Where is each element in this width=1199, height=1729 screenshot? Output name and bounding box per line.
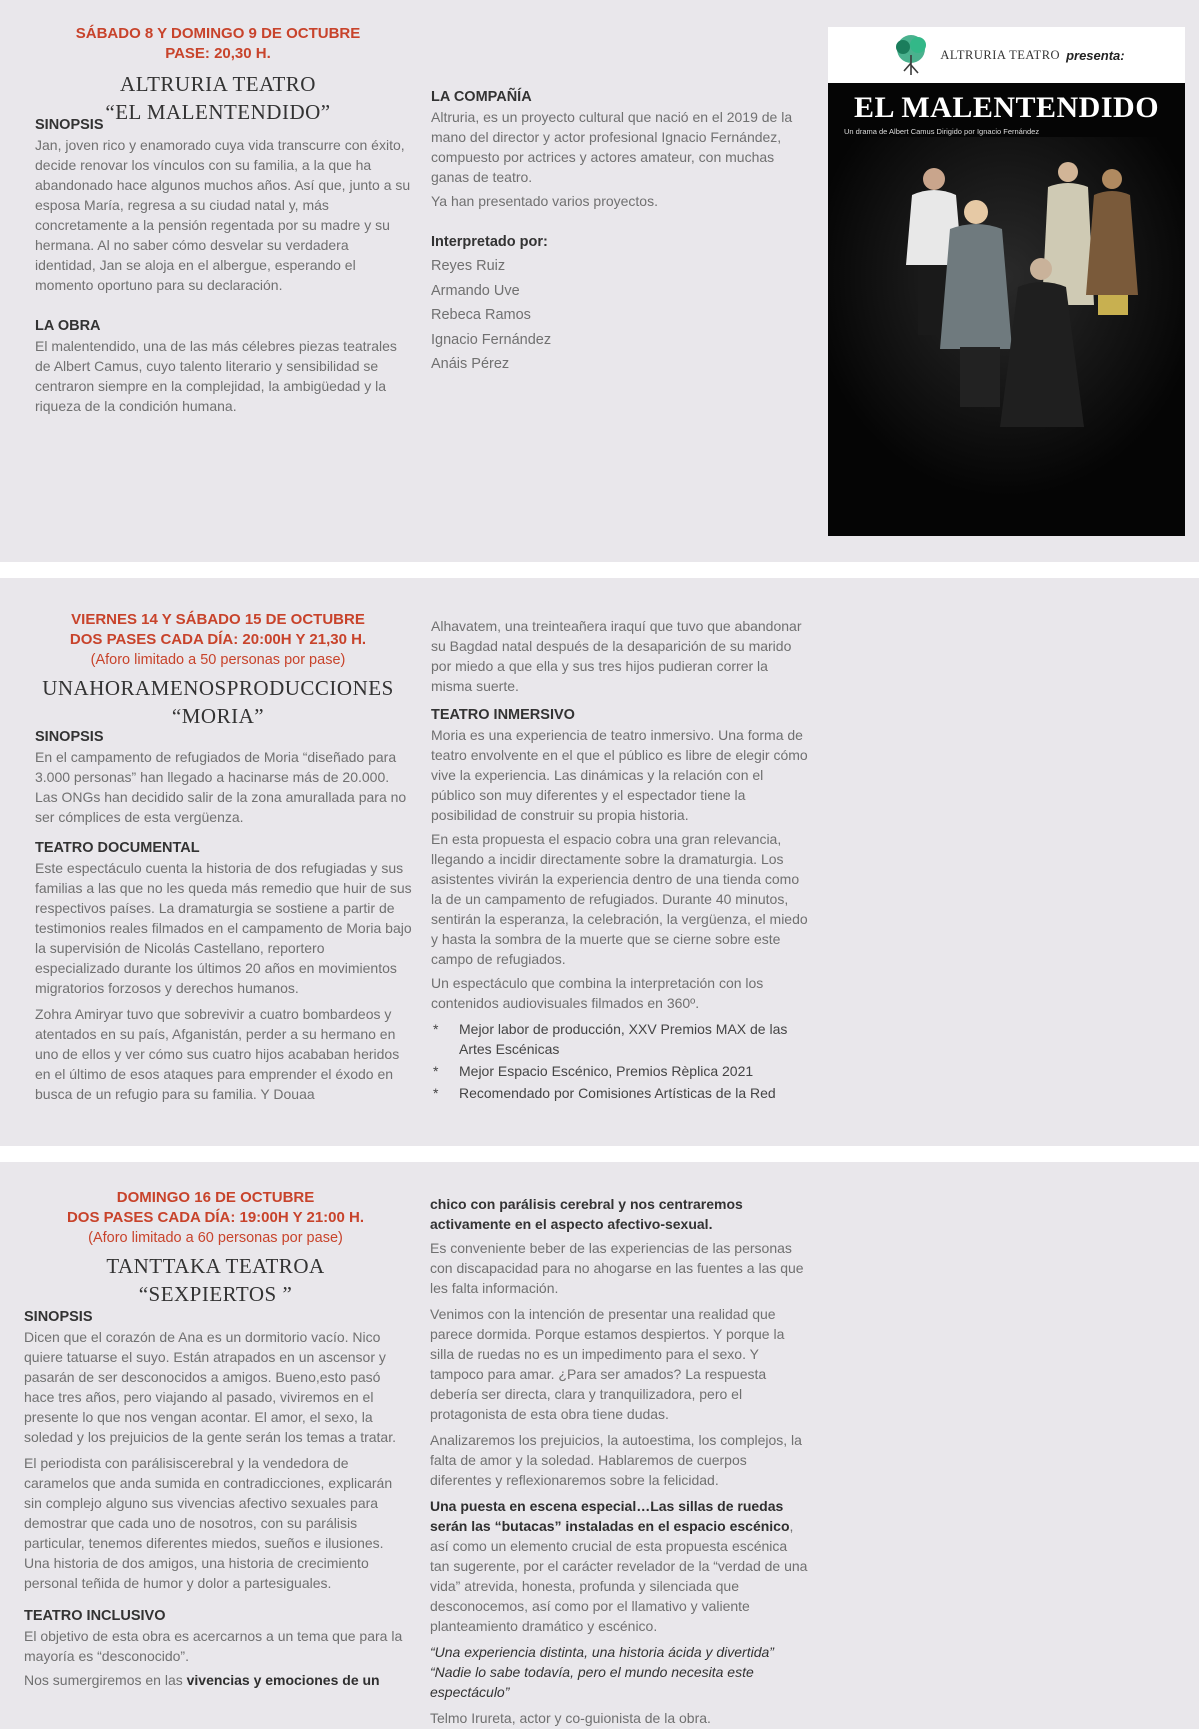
- event-date: DOMINGO 16 DE OCTUBRE: [116, 1189, 315, 1206]
- poster-header: [828, 27, 1185, 83]
- sinopsis-heading: SINOPSIS: [24, 1309, 93, 1325]
- sinopsis-heading: SINOPSIS: [35, 117, 104, 133]
- event-column-1: [34, 24, 402, 126]
- company-name: ALTRURIA TEATRO: [120, 72, 316, 96]
- cast-photo-icon: [828, 137, 1185, 536]
- event-time: DOS PASES CADA DÍA: 19:00H Y 21:00 H.: [66, 1209, 365, 1226]
- obra-heading: LA OBRA: [35, 318, 101, 334]
- inclusivo-continuation: [430, 1194, 808, 1728]
- poster-subtitle: Un drama de Albert Camus Dirigido por Ignacio Fernández: [844, 127, 1040, 136]
- inmersivo-text-3: Un espectáculo que combina la interpretación con los contenidos audiovisuales filmados en 360º.: [431, 975, 764, 1011]
- inclusivo-text: El objetivo de esta obra es acercarnos a un tema que para la mayoría es “desconocido”.: [24, 1628, 403, 1664]
- sinopsis-text: Dicen que el corazón de Ana es un dormitorio vacío. Nico quiere tatuarse el suyo. Están atrapados en un ascensor y pasarán de ser desconocidos a amigos. Bueno,esto pasó hace tres años, pero viajando al pasado, viviremos en el presente lo que nos vengan acontar. El amor, el sexo, la soledad y los prejuicios de la gente serán los temas a tratar.: [24, 1329, 396, 1445]
- event-column-1: [24, 1188, 407, 1308]
- poster-presenta: presenta:: [1066, 47, 1125, 63]
- award-item: * Mejor Espacio Escénico, Premios Rèplica 2021: [431, 1061, 809, 1081]
- sinopsis-text: En el campamento de refugiados de Moria “diseñado para 3.000 personas” han llegado a hacinarse más de 20.000. Las ONGs han decidido salir de la zona amurallada para no ser cómplices de esta vergüenza.: [35, 749, 407, 825]
- event-time: PASE: 20,30 H.: [165, 45, 271, 62]
- compania-text: Altruria, es un proyecto cultural que nació en el 2019 de la mano del director y actor profesional Ignacio Fernández, compuesto por actrices y actores amateur, con muchas ganas de teatro.: [431, 109, 793, 185]
- paragraph-2: Venimos con la intención de presentar una realidad que parece dormida. Porque estamos despiertos. Y porque la silla de ruedas no es un impedimento para el sexo. Y tampoco para amar. ¿Para ser amados? La respuesta debería ser directa, clara y tranquilizadora, pero el protagonista de esta obra tiene dudas.: [430, 1306, 785, 1422]
- documental-heading: TEATRO DOCUMENTAL: [35, 840, 200, 856]
- sinopsis-block: [24, 1308, 410, 1690]
- awards-list: [431, 1019, 809, 1103]
- sinopsis-block: [35, 728, 412, 1104]
- cast-member: Rebeca Ramos: [431, 307, 531, 323]
- award-item: * Recomendado por Comisiones Artísticas de la Red: [431, 1083, 809, 1103]
- inmersivo-block: [431, 616, 809, 1105]
- poster-el-malentendido: [828, 27, 1185, 536]
- cast-member: Anáis Pérez: [431, 356, 510, 372]
- play-title: “SEXPIERTOS ”: [138, 1282, 293, 1306]
- compania-heading: LA COMPAÑÍA: [431, 89, 532, 105]
- company-block: [431, 88, 808, 377]
- sinopsis-text: Jan, joven rico y enamorado cuya vida transcurre con éxito, decide renovar los vínculos con su familia, a la que ha abandonado hace algunos muchos años. Así que, junto a su esposa María, regresa a su ciudad natal y, más concretamente a la pensión regentada por su madre y su hermana. Al no saber cómo desvelar su verdadera identidad, Jan se aloja en el albergue, esperando el momento oportuno para su declaración.: [35, 137, 411, 293]
- event-date: VIERNES 14 Y SÁBADO 15 DE OCTUBRE: [71, 611, 365, 628]
- company-name: UNAHORAMENOSPRODUCCIONES: [42, 676, 394, 700]
- documental-text-2: Zohra Amiryar tuvo que sobrevivir a cuatro bombardeos y atentados en su país, Afganistán, perder a su hermano en uno de ellos y ver cómo sus cuatro hijos acababan heridos en el último de esos ataques para emprender el éxodo en busca de un refugio para su familia. Y Douaa: [35, 1006, 400, 1102]
- quote-author: Telmo Irureta, actor y co-guionista de la obra.: [430, 1710, 711, 1726]
- poster-brand: ALTRURIA TEATRO: [940, 47, 1061, 62]
- play-title: “EL MALENTENDIDO”: [105, 100, 331, 124]
- sinopsis-heading: SINOPSIS: [35, 729, 104, 745]
- cast-member: Ignacio Fernández: [431, 331, 552, 348]
- obra-text: El malentendido, una de las más célebres piezas teatrales de Albert Camus, cuyo talento literario y sensibilidad se centraron siempre en la complejidad, la ambigüedad y la riqueza de la condición humana.: [35, 338, 397, 414]
- sinopsis-block: [35, 116, 411, 416]
- inmersivo-heading: TEATRO INMERSIVO: [431, 707, 575, 723]
- inclusivo-heading: TEATRO INCLUSIVO: [24, 1608, 166, 1624]
- cast-heading: Interpretado por:: [431, 234, 548, 250]
- award-item: * Mejor labor de producción, XXV Premios MAX de las Artes Escénicas: [431, 1019, 809, 1059]
- inclusivo-text-2: Nos sumergiremos en las vivencias y emociones de un: [24, 1672, 380, 1688]
- quote-1: “Una experiencia distinta, una historia ácida y divertida”: [430, 1644, 774, 1660]
- event-moria: [0, 578, 1199, 1146]
- event-sexpiertos: [0, 1162, 1199, 1729]
- continuation-text: Alhavatem, una treinteañera iraquí que tuvo que abandonar su Bagdad natal después de la desaparición de su marido por miedo a que ella y sus tres hijos pudieran correr la misma suerte.: [431, 618, 802, 694]
- cast-member: Armando Uve: [431, 282, 520, 299]
- play-title: “MORIA”: [171, 704, 265, 728]
- paragraph-1: Es conveniente beber de las experiencias de las personas con discapacidad para no ahogarse en las fuentes a las que les falta información.: [430, 1240, 804, 1296]
- event-el-malentendido: [0, 0, 1199, 562]
- event-date: SÁBADO 8 Y DOMINGO 9 DE OCTUBRE: [75, 25, 361, 42]
- company-name: TANTTAKA TEATROA: [106, 1254, 325, 1278]
- tree-logo-icon: [888, 33, 934, 77]
- inmersivo-text-2: En esta propuesta el espacio cobra una gran relevancia, llegando a incidir directamente sobre la dramaturgia. Los asistentes vivirán la experiencia dentro de una tienda como la de un campamento de refugiados. Durante 40 minutos, sentirán la esperanza, la celebración, la vergüenza, el miedo y hasta la sombra de la muerte que se cierne sobre este campo de refugiados.: [431, 831, 808, 967]
- cast-member: Reyes Ruiz: [431, 258, 506, 274]
- paragraph-4: Una puesta en escena especial…Las sillas de ruedas serán las “butacas” instaladas en el espacio escénico, así como un elemento crucial de esta propuesta escénica tan sugerente, por el carácter revelador de la “verdad de una vida” atrevida, honesta, profunda y silenciada que desconocemos, así como por el llamativo y valiente planteamiento dramático y escénico.: [430, 1498, 808, 1634]
- event-capacity: (Aforo limitado a 50 personas por pase): [90, 652, 346, 668]
- sinopsis-text-2: El periodista con parálisiscerebral y la vendedora de caramelos que anda sumida en contradicciones, explicarán sin complejo alguno sus vivencias afectivo sexuales para demostrar que cada uno de nosotros, con su parálisis particular, tenemos diferentes miedos, sueños e ilusiones. Una historia de dos amigos, una historia de crecimiento personal teñida de humor y dolor a partesiguales.: [24, 1455, 393, 1591]
- continuation-bold: chico con parálisis cerebral y nos centraremos activamente en el aspecto afectivo-sexual.: [430, 1196, 743, 1232]
- poster-title: EL MALENTENDIDO: [853, 91, 1160, 124]
- documental-text: Este espectáculo cuenta la historia de dos refugiadas y sus familias a las que no les queda más remedio que huir de sus respectivos países. La dramaturgia se sostiene a partir de testimonios reales filmados en el campamento de Moria bajo la supervisión de Nicolás Castellano, reportero especializado durante los últimos 20 años en movimientos migratorios forzosos y derechos humanos.: [35, 860, 412, 996]
- paragraph-3: Analizaremos los prejuicios, la autoestima, los complejos, la falta de amor y la soledad. Hablaremos de cuerpos diferentes y reflexionaremos sobre la felicidad.: [430, 1432, 802, 1488]
- event-time: DOS PASES CADA DÍA: 20:00H Y 21,30 H.: [69, 631, 367, 648]
- compania-text-2: Ya han presentado varios proyectos.: [431, 193, 658, 209]
- quote-2: “Nadie lo sabe todavía, pero el mundo necesita este espectáculo”: [430, 1664, 754, 1700]
- event-capacity: (Aforo limitado a 60 personas por pase): [88, 1230, 343, 1246]
- inmersivo-text: Moria es una experiencia de teatro inmersivo. Una forma de teatro envolvente en el que el público es libre de elegir cómo vive la experiencia. Las dinámicas y la relación con el público son muy diferentes y el espectador tiene la posibilidad de construir su propia historia.: [431, 727, 808, 823]
- event-column-1: [34, 610, 402, 730]
